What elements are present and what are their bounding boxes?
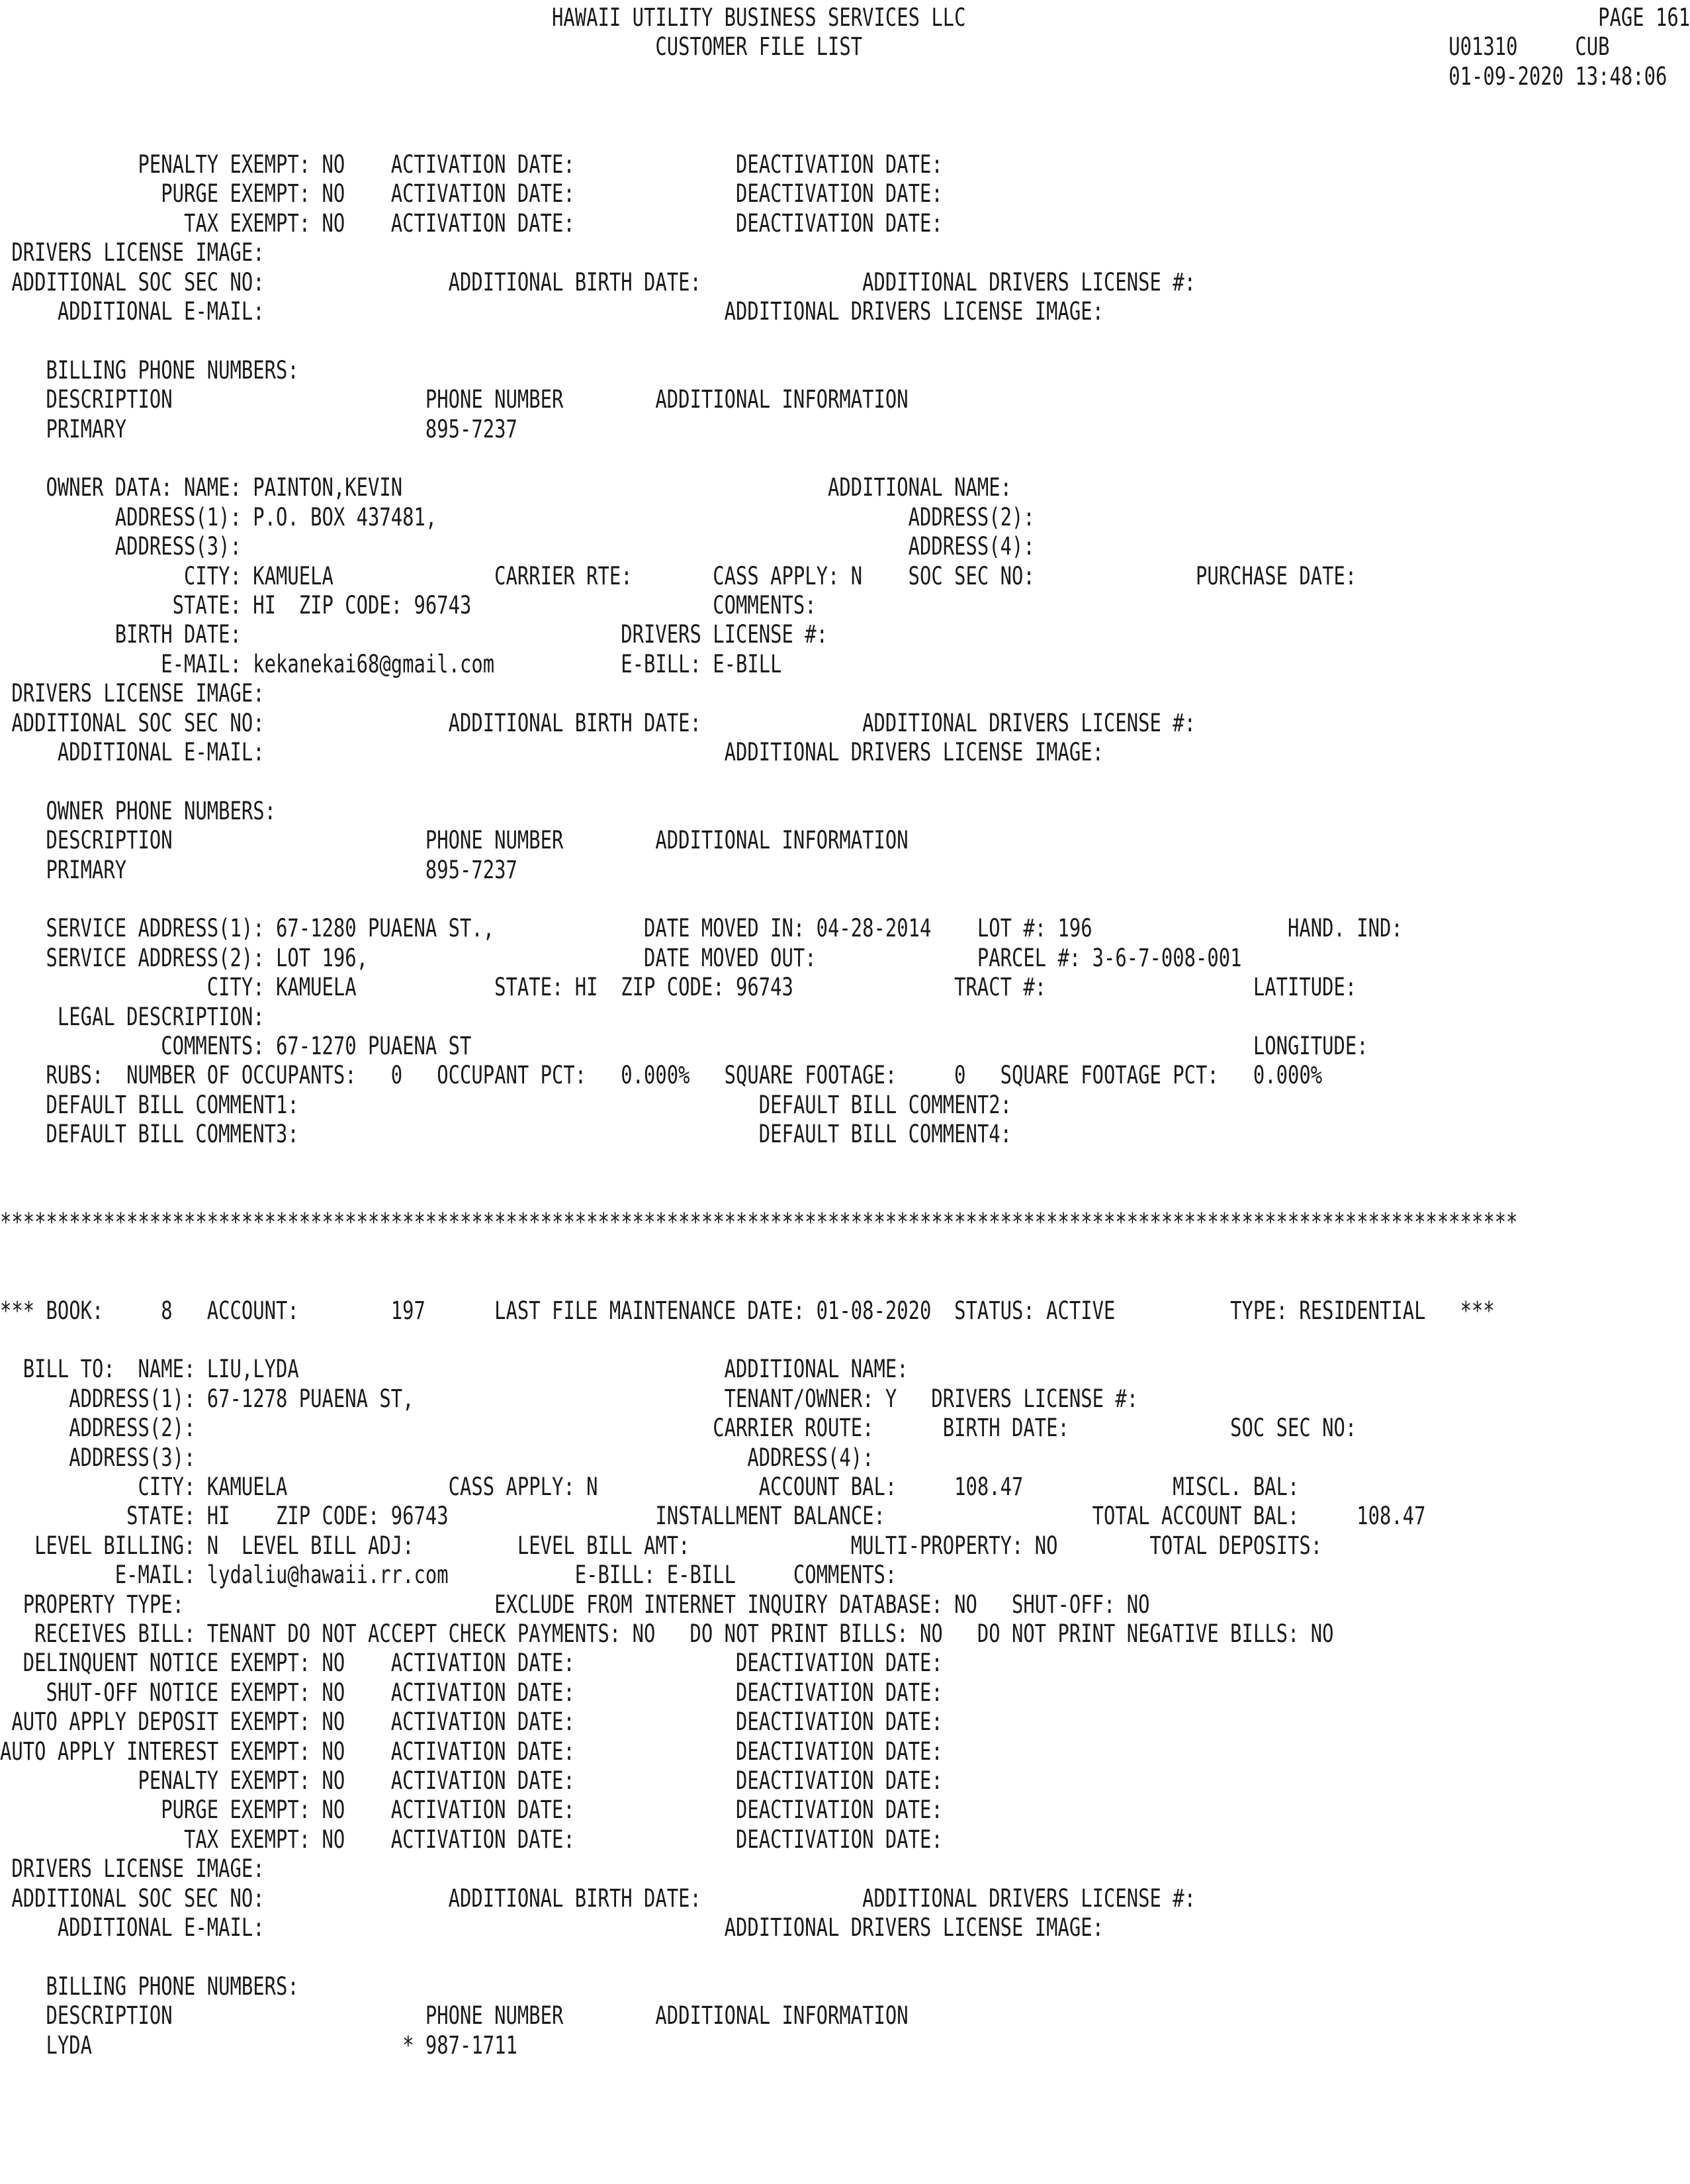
report-line: STATE: HI ZIP CODE: 96743 INSTALLMENT BALANCE: TOTAL ACCOUNT BAL: 108.47	[0, 1502, 1426, 1531]
report-line: STATE: HI ZIP CODE: 96743 COMMENTS:	[0, 591, 817, 619]
report-line: CITY: KAMUELA CARRIER RTE: CASS APPLY: N SOC SEC NO: PURCHASE DATE:	[0, 561, 1357, 590]
report-line: *** BOOK: 8 ACCOUNT: 197 LAST FILE MAINTENANCE DATE: 01-08-2020 STATUS: ACTIVE TYPE: RESIDENTIAL ***	[0, 1296, 1495, 1325]
report-line	[0, 444, 1316, 473]
report-line: DESCRIPTION PHONE NUMBER ADDITIONAL INFORMATION	[0, 2001, 909, 2030]
report-line: PURGE EXEMPT: NO ACTIVATION DATE: DEACTIVATION DATE:	[0, 179, 943, 208]
report-line: COMMENTS: 67-1270 PUAENA ST LONGITUDE:	[0, 1032, 1368, 1060]
report-line: CITY: KAMUELA STATE: HI ZIP CODE: 96743 TRACT #: LATITUDE:	[0, 973, 1357, 1002]
report-line: ADDITIONAL SOC SEC NO: ADDITIONAL BIRTH DATE: ADDITIONAL DRIVERS LICENSE #:	[0, 267, 1196, 296]
report-line: 01-09-2020 13:48:06	[0, 62, 1668, 91]
report-line: BIRTH DATE: DRIVERS LICENSE #:	[0, 620, 828, 649]
report-line: SHUT-OFF NOTICE EXEMPT: NO ACTIVATION DATE: DEACTIVATION DATE:	[0, 1678, 943, 1707]
report-line: SERVICE ADDRESS(1): 67-1280 PUAENA ST., DATE MOVED IN: 04-28-2014 LOT #: 196 HAND. IND:	[0, 914, 1403, 943]
report-line: ADDITIONAL SOC SEC NO: ADDITIONAL BIRTH DATE: ADDITIONAL DRIVERS LICENSE #:	[0, 708, 1196, 737]
report-line: OWNER PHONE NUMBERS:	[0, 796, 277, 825]
report-line: SERVICE ADDRESS(2): LOT 196, DATE MOVED OUT: PARCEL #: 3-6-7-008-001	[0, 943, 1242, 972]
report-line: ADDRESS(1): P.O. BOX 437481, ADDRESS(2):	[0, 502, 1035, 531]
report-line: PURGE EXEMPT: NO ACTIVATION DATE: DEACTIVATION DATE:	[0, 1796, 943, 1825]
report-line	[0, 91, 1316, 120]
report-line: ADDRESS(3): ADDRESS(4):	[0, 1443, 874, 1472]
report-line: CUSTOMER FILE LIST U01310 CUB	[0, 32, 1610, 62]
report-line: BILL TO: NAME: LIU,LYDA ADDITIONAL NAME:	[0, 1355, 909, 1384]
report-line: ADDITIONAL E-MAIL: ADDITIONAL DRIVERS LICENSE IMAGE:	[0, 297, 1104, 326]
report-line	[0, 1238, 1316, 1267]
report-line: DRIVERS LICENSE IMAGE:	[0, 1854, 265, 1884]
report-line: HAWAII UTILITY BUSINESS SERVICES LLC PAGE 161	[0, 3, 1690, 32]
report-line	[0, 1942, 1316, 1972]
report-line: DELINQUENT NOTICE EXEMPT: NO ACTIVATION DATE: DEACTIVATION DATE:	[0, 1649, 943, 1678]
report-line	[0, 121, 1316, 150]
report-line: PENALTY EXEMPT: NO ACTIVATION DATE: DEACTIVATION DATE:	[0, 150, 943, 179]
report-line: LEVEL BILLING: N LEVEL BILL ADJ: LEVEL BILL AMT: MULTI-PROPERTY: NO TOTAL DEPOSITS:	[0, 1531, 1323, 1560]
report-line: LYDA * 987-1711	[0, 2030, 517, 2060]
report-line: TAX EXEMPT: NO ACTIVATION DATE: DEACTIVATION DATE:	[0, 1825, 943, 1854]
report-line: ADDITIONAL SOC SEC NO: ADDITIONAL BIRTH DATE: ADDITIONAL DRIVERS LICENSE #:	[0, 1884, 1196, 1913]
report-line: DESCRIPTION PHONE NUMBER ADDITIONAL INFORMATION	[0, 385, 909, 414]
report-line: DRIVERS LICENSE IMAGE:	[0, 679, 265, 708]
report-line: E-MAIL: lydaliu@hawaii.rr.com E-BILL: E-BILL COMMENTS:	[0, 1561, 897, 1590]
report-line	[0, 1326, 1316, 1355]
report-line: CITY: KAMUELA CASS APPLY: N ACCOUNT BAL: 108.47 MISCL. BAL:	[0, 1473, 1300, 1501]
report-line: ************************************************************************************************************************************	[0, 1208, 1518, 1237]
report-line	[0, 1267, 1316, 1296]
report-line: PRIMARY 895-7237	[0, 414, 517, 443]
report-line: PROPERTY TYPE: EXCLUDE FROM INTERNET INQUIRY DATABASE: NO SHUT-OFF: NO	[0, 1590, 1150, 1619]
report-line: DESCRIPTION PHONE NUMBER ADDITIONAL INFORMATION	[0, 826, 909, 855]
report-line: E-MAIL: kekanekai68@gmail.com E-BILL: E-BILL	[0, 649, 782, 678]
report-line: LEGAL DESCRIPTION:	[0, 1002, 265, 1031]
report-line: ADDRESS(3): ADDRESS(4):	[0, 532, 1035, 561]
report-line: PRIMARY 895-7237	[0, 855, 517, 884]
report-line: ADDRESS(1): 67-1278 PUAENA ST, TENANT/OWNER: Y DRIVERS LICENSE #:	[0, 1384, 1139, 1413]
report-line: DEFAULT BILL COMMENT1: DEFAULT BILL COMMENT2:	[0, 1090, 1012, 1119]
report-line: ADDRESS(2): CARRIER ROUTE: BIRTH DATE: SOC SEC NO:	[0, 1414, 1357, 1443]
report-line: PENALTY EXEMPT: NO ACTIVATION DATE: DEACTIVATION DATE:	[0, 1766, 943, 1795]
report-line	[0, 885, 1316, 914]
report-line: BILLING PHONE NUMBERS:	[0, 1972, 299, 2001]
report-line: DEFAULT BILL COMMENT3: DEFAULT BILL COMMENT4:	[0, 1120, 1012, 1149]
report-line: OWNER DATA: NAME: PAINTON,KEVIN ADDITIONAL NAME:	[0, 473, 1012, 502]
report-line: TAX EXEMPT: NO ACTIVATION DATE: DEACTIVATION DATE:	[0, 208, 943, 238]
report-line	[0, 767, 1316, 796]
report-line: RECEIVES BILL: TENANT DO NOT ACCEPT CHECK PAYMENTS: NO DO NOT PRINT BILLS: NO DO NOT PRINT NEGATIVE BILLS: NO	[0, 1619, 1334, 1648]
report-line: AUTO APPLY INTEREST EXEMPT: NO ACTIVATION DATE: DEACTIVATION DATE:	[0, 1737, 943, 1766]
report-line: ADDITIONAL E-MAIL: ADDITIONAL DRIVERS LICENSE IMAGE:	[0, 738, 1104, 766]
report-line	[0, 326, 1316, 355]
report-line: RUBS: NUMBER OF OCCUPANTS: 0 OCCUPANT PCT: 0.000% SQUARE FOOTAGE: 0 SQUARE FOOTAGE PCT: 0.000%	[0, 1061, 1323, 1090]
report-line	[0, 1150, 1316, 1179]
report-line	[0, 1179, 1316, 1208]
report-line: ADDITIONAL E-MAIL: ADDITIONAL DRIVERS LICENSE IMAGE:	[0, 1913, 1104, 1942]
report-line: BILLING PHONE NUMBERS:	[0, 355, 299, 385]
report-line: AUTO APPLY DEPOSIT EXEMPT: NO ACTIVATION DATE: DEACTIVATION DATE:	[0, 1707, 943, 1737]
report-line: DRIVERS LICENSE IMAGE:	[0, 238, 265, 267]
